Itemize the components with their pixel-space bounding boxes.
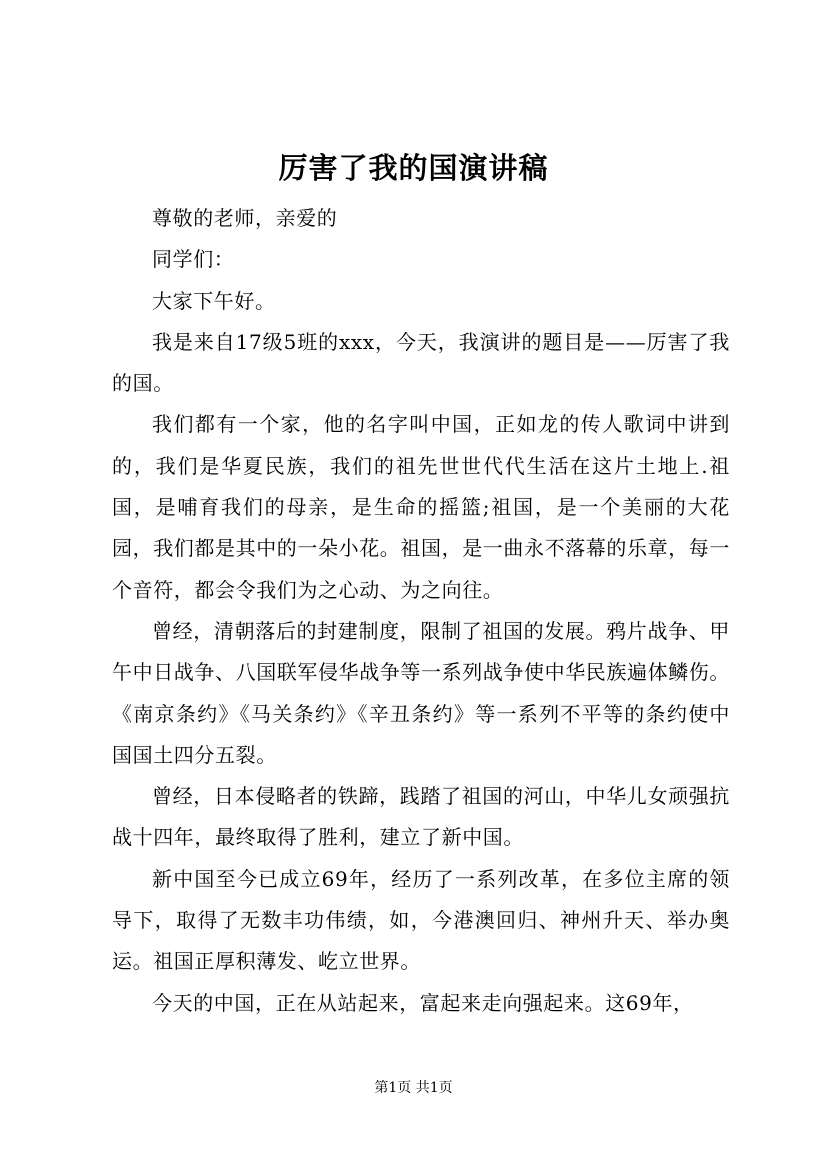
- paragraph-introduction: 我是来自17级5班的xxx，今天，我演讲的题目是——厉害了我的国。: [112, 329, 730, 396]
- document-body: [112, 198, 730, 1024]
- paragraph-history: 曾经，清朝落后的封建制度，限制了祖国的发展。鸦片战争、甲午中日战争、八国联军侵华战争等一系列战争使中华民族遍体鳞伤。《南京条约》《马关条约》《辛丑条约》等一系列不平等的条约使中国国土四分五裂。: [112, 618, 730, 767]
- paragraph-salutation-continued: 同学们：: [152, 247, 235, 272]
- page-footer: 第1页 共1页: [374, 1080, 453, 1096]
- paragraph-motherland: 我们都有一个家，他的名字叫中国，正如龙的传人歌词中讲到的，我们是华夏民族，我们的祖先世世代代生活在这片土地上.祖国，是哺育我们的母亲，是生命的摇篮;祖国，是一个美丽的大花园，我们都是其中的一朵小花。祖国，是一曲永不落幕的乐章，每一个音符，都会令我们为之心动、为之向往。: [112, 412, 730, 602]
- page-title: 厉害了我的国演讲稿: [278, 151, 549, 185]
- paragraph-greeting: 大家下午好。: [152, 288, 276, 313]
- paragraph-today: 今天的中国，正在从站起来，富起来走向强起来。这69年，: [152, 990, 694, 1015]
- paragraph-salutation: 尊敬的老师，亲爱的: [152, 206, 338, 230]
- paragraph-new-china: 新中国至今已成立69年，经历了一系列改革，在多位主席的领导下，取得了无数丰功伟绩，如，今港澳回归、神州升天、举办奥运。祖国正厚积薄发、屹立世界。: [112, 866, 730, 974]
- paragraph-war: 曾经，日本侵略者的铁蹄，践踏了祖国的河山，中华儿女顽强抗战十四年，最终取得了胜利，建立了新中国。: [112, 784, 730, 850]
